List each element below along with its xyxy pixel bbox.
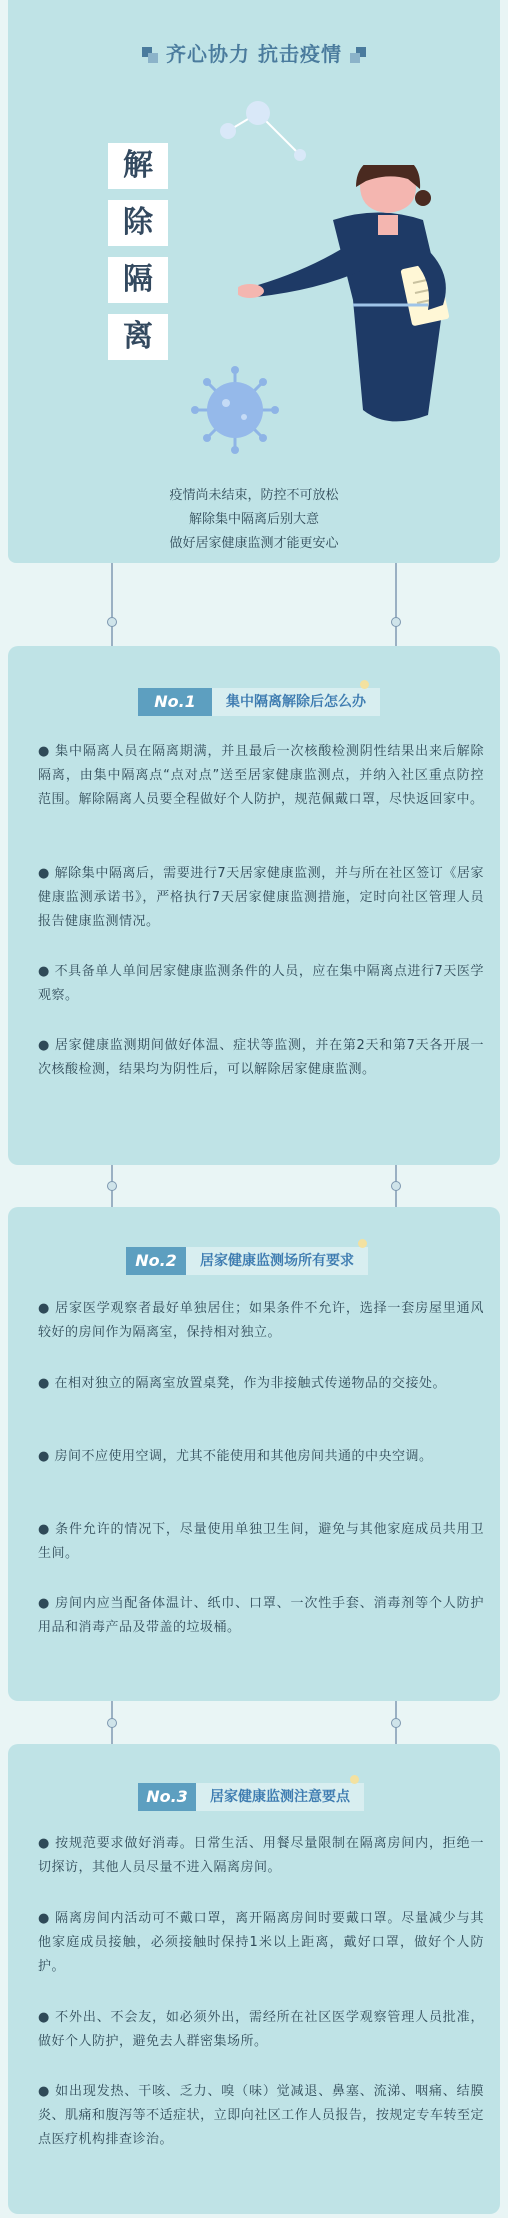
- vertical-char-1: 解: [108, 143, 168, 189]
- section-title: 集中隔离解除后怎么办: [212, 688, 380, 716]
- connector-dot: [391, 1718, 401, 1728]
- section-number: No.1: [138, 688, 212, 716]
- list-item: ● 在相对独立的隔离室放置桌凳，作为非接触式传递物品的交接处。: [38, 1376, 446, 1391]
- hero-line: 疫情尚未结束，防控不可放松: [169, 488, 339, 503]
- square-ornament-icon: [350, 47, 366, 63]
- list-item: ● 按规范要求做好消毒。日常生活、用餐尽量限制在隔离房间内，拒绝一切探访，其他人员尽量不进入隔离房间。: [38, 1836, 484, 1875]
- list-item: ● 解除集中隔离后，需要进行7天居家健康监测，并与所在社区签订《居家健康监测承诺书》，严格执行7天居家健康监测措施，定时向社区管理人员报告健康监测情况。: [38, 866, 484, 929]
- list-item: ● 房间不应使用空调，尤其不能使用和其他房间共通的中央空调。: [38, 1449, 433, 1464]
- list-item: ● 不外出、不会友，如必须外出，需经所在社区医学观察管理人员批准，做好个人防护，避免去人群密集场所。: [38, 2010, 484, 2049]
- hero-slogan: [8, 484, 500, 556]
- section-card: [8, 1744, 500, 2214]
- vertical-char-2: 除: [108, 200, 168, 246]
- list-item: ● 居家健康监测期间做好体温、症状等监测，并在第2天和第7天各开展一次核酸检测，结果均为阴性后，可以解除居家健康监测。: [38, 1038, 484, 1077]
- hero-line: 解除集中隔离后别大意: [188, 512, 319, 527]
- list-item: ● 不具备单人单间居家健康监测条件的人员，应在集中隔离点进行7天医学观察。: [38, 964, 484, 1003]
- doctor-illustration: [238, 165, 478, 425]
- connector-line: [111, 563, 113, 646]
- connector-line: [395, 563, 397, 646]
- section-title: 居家健康监测场所有要求: [186, 1247, 368, 1275]
- hero-line: 做好居家健康监测才能更安心: [169, 536, 339, 551]
- list-item: ● 隔离房间内活动可不戴口罩，离开隔离房间时要戴口罩。尽量减少与其他家庭成员接触，必须接触时保持1米以上距离，戴好口罩，做好个人防护。: [38, 1911, 484, 1974]
- molecule-icon: [208, 95, 318, 165]
- square-ornament-icon: [142, 47, 158, 63]
- hero-banner: [8, 0, 500, 563]
- list-item: ● 房间内应当配备体温计、纸巾、口罩、一次性手套、消毒剂等个人防护用品和消毒产品及带盖的垃圾桶。: [38, 1596, 484, 1635]
- section-card: [8, 646, 500, 1165]
- list-item: ● 集中隔离人员在隔离期满，并且最后一次核酸检测阴性结果出来后解除隔离，由集中隔离点“点对点”送至居家健康监测点，并纳入社区重点防控范围。解除隔离人员要全程做好个人防护，规范佩戴口罩，尽快返回家中。: [38, 744, 484, 807]
- section-title: 居家健康监测注意要点: [196, 1783, 364, 1811]
- connector-dot: [107, 1718, 117, 1728]
- connector-dot: [107, 617, 117, 627]
- list-item: ● 条件允许的情况下，尽量使用单独卫生间，避免与其他家庭成员共用卫生间。: [38, 1522, 484, 1561]
- vertical-char-4: 离: [108, 314, 168, 360]
- sparkle-dot-icon: [360, 680, 369, 689]
- section-number: No.3: [138, 1783, 196, 1811]
- hero-title-row: [8, 38, 500, 67]
- sparkle-dot-icon: [358, 1239, 367, 1248]
- sparkle-dot-icon: [350, 1775, 359, 1784]
- section-number: No.2: [126, 1247, 186, 1275]
- section-card: [8, 1207, 500, 1701]
- connector-dot: [391, 617, 401, 627]
- hero-title: 齐心协力 抗击疫情: [166, 42, 342, 66]
- list-item: ● 居家医学观察者最好单独居住；如果条件不允许，选择一套房屋里通风较好的房间作为隔离室，保持相对独立。: [38, 1301, 484, 1340]
- connector-dot: [391, 1181, 401, 1191]
- vertical-char-3: 隔: [108, 257, 168, 303]
- list-item: ● 如出现发热、干咳、乏力、嗅（味）觉减退、鼻塞、流涕、咽痛、结膜炎、肌痛和腹泻等不适症状，立即向社区工作人员报告，按规定专车转至定点医疗机构排查诊治。: [38, 2084, 484, 2147]
- connector-dot: [107, 1181, 117, 1191]
